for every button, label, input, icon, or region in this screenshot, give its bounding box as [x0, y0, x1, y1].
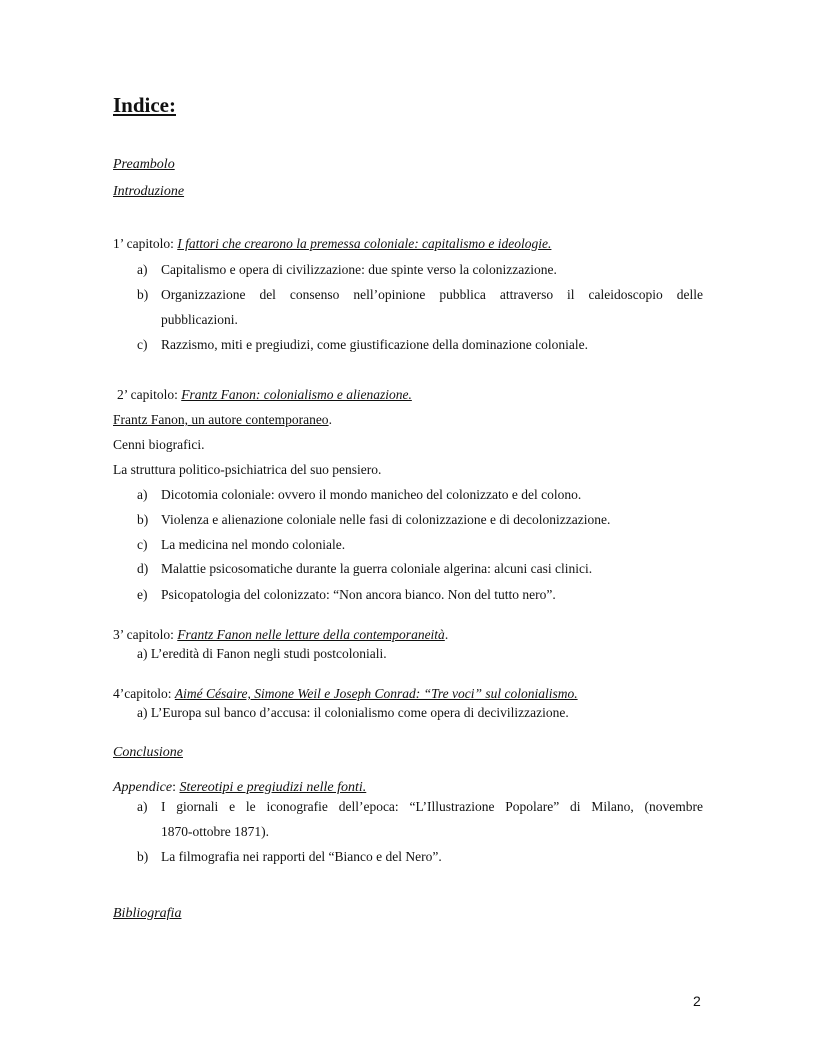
chapter-2-sub-1-tail: . — [328, 412, 332, 427]
appendix-label: Appendice — [113, 780, 173, 795]
page-number: 2 — [693, 993, 701, 1009]
chapter-2-item-c-marker: c) — [137, 537, 148, 552]
chapter-1-item-a: Capitalismo e opera di civilizzazione: due spinte verso la colonizzazione. — [161, 262, 557, 277]
chapter-4-title[interactable]: Aimé Césaire, Simone Weil e Joseph Conrad: “Tre voci” sul colonialismo. — [174, 686, 578, 701]
chapter-4-heading — [113, 686, 578, 702]
chapter-2-item-e-marker: e) — [137, 587, 148, 602]
chapter-1-item-c-marker: c) — [137, 337, 148, 352]
chapter-2-item-d-marker: d) — [137, 561, 149, 576]
chapter-3-item-a: a) L’eredità di Fanon negli studi postcoloniali. — [137, 646, 387, 661]
preambolo-link[interactable]: Preambolo — [113, 157, 175, 172]
chapter-1-item-c: Razzismo, miti e pregiudizi, come giustificazione della dominazione coloniale. — [161, 337, 588, 352]
appendix-item-a: I giornali e le iconografie dell’epoca: “L’Illustrazione Popolare” di Milano, (novembre — [161, 799, 703, 814]
chapter-1-heading — [113, 236, 551, 252]
chapter-2-sub-3: La struttura politico-psichiatrica del suo pensiero. — [113, 462, 382, 477]
appendix-item-a-cont: 1870-ottobre 1871). — [161, 824, 269, 839]
chapter-2-title[interactable]: Frantz Fanon: colonialismo e alienazione. — [181, 387, 412, 402]
appendix-item-b: La filmografia nei rapporti del “Bianco e del Nero”. — [161, 849, 442, 864]
appendix-item-a-marker: a) — [137, 799, 148, 814]
chapter-2-sub-1-link[interactable]: Frantz Fanon, un autore contemporaneo — [113, 412, 329, 427]
chapter-2-sub-2: Cenni biografici. — [113, 437, 205, 452]
appendix-item-b-marker: b) — [137, 849, 149, 864]
chapter-3-heading — [113, 627, 448, 643]
chapter-2-item-a: Dicotomia coloniale: ovvero il mondo manicheo del colonizzato e del colono. — [161, 487, 582, 502]
introduzione-link[interactable]: Introduzione — [113, 184, 185, 199]
appendix-sep: : — [172, 780, 180, 795]
conclusione-link[interactable]: Conclusione — [113, 745, 183, 760]
chapter-2-item-e: Psicopatologia del colonizzato: “Non ancora bianco. Non del tutto nero”. — [161, 587, 556, 602]
bibliografia-link[interactable]: Bibliografia — [113, 906, 182, 921]
chapter-3-title-tail: . — [444, 627, 449, 642]
chapter-3-title[interactable]: Frantz Fanon nelle letture della contemporaneità — [177, 627, 445, 642]
chapter-3-prefix: 3’ capitolo: — [113, 627, 178, 642]
chapter-1-item-a-marker: a) — [137, 262, 148, 277]
chapter-1-item-b: Organizzazione del consenso nell’opinione pubblica attraverso il caleidoscopio delle — [161, 287, 703, 302]
chapter-2-prefix: 2’ capitolo: — [117, 387, 182, 402]
chapter-1-prefix: 1’ capitolo: — [113, 236, 178, 251]
chapter-2-item-a-marker: a) — [137, 487, 148, 502]
chapter-2-item-b-marker: b) — [137, 512, 149, 527]
appendix-heading — [113, 780, 366, 796]
chapter-2-item-d: Malattie psicosomatiche durante la guerra coloniale algerina: alcuni casi clinici. — [161, 561, 593, 576]
chapter-2-heading — [117, 387, 412, 403]
chapter-2-item-b: Violenza e alienazione coloniale nelle fasi di colonizzazione e di decolonizzazione. — [161, 512, 611, 527]
chapter-4-item-a: a) L’Europa sul banco d’accusa: il colonialismo come opera di decivilizzazione. — [137, 705, 569, 720]
chapter-1-item-b-cont: pubblicazioni. — [161, 312, 238, 327]
appendix-title[interactable]: Stereotipi e pregiudizi nelle fonti. — [179, 780, 367, 795]
chapter-1-title[interactable]: I fattori che crearono la premessa coloniale: capitalismo e ideologie. — [177, 236, 552, 251]
chapter-4-prefix: 4’capitolo: — [113, 686, 175, 701]
chapter-2-item-c: La medicina nel mondo coloniale. — [161, 537, 346, 552]
index-title: Indice: — [113, 93, 176, 117]
chapter-1-item-b-marker: b) — [137, 287, 149, 302]
chapter-2-sub-1 — [113, 412, 332, 428]
